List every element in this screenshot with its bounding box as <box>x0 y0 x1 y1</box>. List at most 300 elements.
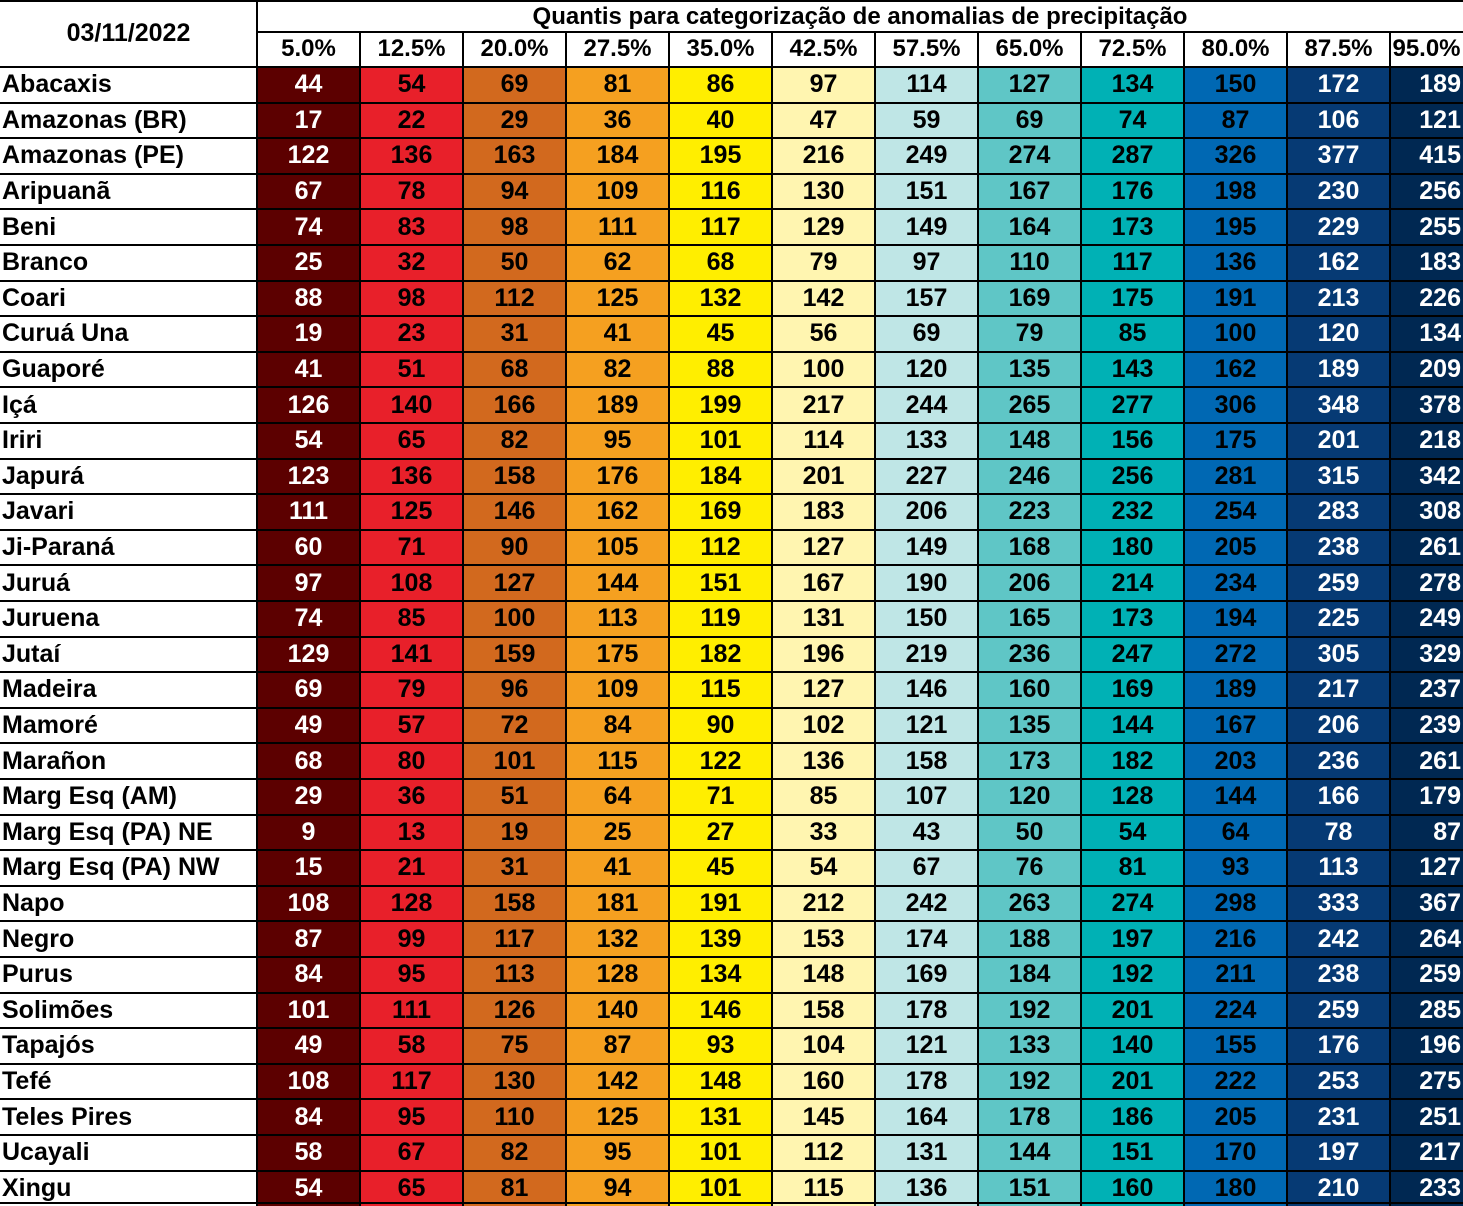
value-cell: 69 <box>463 67 566 103</box>
value-cell: 285 <box>1390 993 1463 1029</box>
quantile-header: 80.0% <box>1201 35 1270 62</box>
value-cell: 162 <box>566 494 669 530</box>
quantile-header: 27.5% <box>583 35 652 62</box>
value-cell: 133 <box>978 1028 1081 1064</box>
value-cell: 159 <box>463 637 566 673</box>
value-cell: 196 <box>772 637 875 673</box>
grid-line <box>0 244 1463 246</box>
value-cell: 148 <box>669 1064 772 1100</box>
value-cell: 151 <box>978 1171 1081 1206</box>
grid-line <box>257 31 1463 33</box>
value-cell: 60 <box>257 530 360 566</box>
value-cell: 32 <box>360 245 463 281</box>
value-cell: 167 <box>1184 708 1287 744</box>
value-cell: 148 <box>772 957 875 993</box>
value-cell: 261 <box>1390 530 1463 566</box>
value-cell: 377 <box>1287 138 1390 174</box>
value-cell: 174 <box>875 921 978 957</box>
value-cell: 231 <box>1287 1099 1390 1135</box>
value-cell: 181 <box>566 886 669 922</box>
grid-line <box>0 992 1463 994</box>
value-cell: 144 <box>978 1135 1081 1171</box>
value-cell: 184 <box>566 138 669 174</box>
row-name: Marg Esq (PA) NE <box>2 817 213 846</box>
grid-line <box>0 458 1463 460</box>
value-cell: 19 <box>257 316 360 352</box>
row-name: Teles Pires <box>2 1102 133 1131</box>
row-name: Aripuanã <box>2 177 111 206</box>
value-cell: 81 <box>566 67 669 103</box>
value-cell: 125 <box>566 281 669 317</box>
row-name: Ucayali <box>2 1138 90 1167</box>
value-cell: 125 <box>360 494 463 530</box>
grid-line <box>0 564 1463 566</box>
row-name: Xingu <box>2 1173 72 1202</box>
value-cell: 255 <box>1390 209 1463 245</box>
value-cell: 180 <box>1184 1171 1287 1206</box>
value-cell: 195 <box>1184 209 1287 245</box>
grid-line <box>0 920 1463 922</box>
value-cell: 29 <box>257 779 360 815</box>
value-cell: 45 <box>669 316 772 352</box>
value-cell: 298 <box>1184 886 1287 922</box>
quantile-header: 20.0% <box>480 35 549 62</box>
value-cell: 101 <box>257 993 360 1029</box>
value-cell: 90 <box>463 530 566 566</box>
value-cell: 111 <box>360 993 463 1029</box>
value-cell: 178 <box>875 1064 978 1100</box>
value-cell: 242 <box>1287 921 1390 957</box>
value-cell: 242 <box>875 886 978 922</box>
value-cell: 173 <box>1081 601 1184 637</box>
value-cell: 64 <box>1184 815 1287 851</box>
value-cell: 110 <box>463 1099 566 1135</box>
value-cell: 126 <box>257 387 360 423</box>
value-cell: 64 <box>566 779 669 815</box>
value-cell: 175 <box>566 637 669 673</box>
value-cell: 132 <box>669 281 772 317</box>
value-cell: 50 <box>978 815 1081 851</box>
row-name: Tapajós <box>2 1031 95 1060</box>
value-cell: 164 <box>875 1099 978 1135</box>
value-cell: 287 <box>1081 138 1184 174</box>
value-cell: 206 <box>875 494 978 530</box>
value-cell: 33 <box>772 815 875 851</box>
grid-line <box>0 0 1463 2</box>
value-cell: 85 <box>1081 316 1184 352</box>
value-cell: 19 <box>463 815 566 851</box>
grid-line <box>0 600 1463 602</box>
row-name: Ji-Paraná <box>2 533 115 562</box>
grid-line <box>0 1063 1463 1065</box>
value-cell: 69 <box>978 103 1081 139</box>
value-cell: 149 <box>875 209 978 245</box>
value-cell: 95 <box>360 1099 463 1135</box>
value-cell: 85 <box>772 779 875 815</box>
value-cell: 59 <box>875 103 978 139</box>
value-cell: 180 <box>1081 530 1184 566</box>
value-cell: 68 <box>463 352 566 388</box>
value-cell: 47 <box>772 103 875 139</box>
value-cell: 98 <box>463 209 566 245</box>
value-cell: 79 <box>360 672 463 708</box>
value-cell: 135 <box>978 708 1081 744</box>
value-cell: 109 <box>566 174 669 210</box>
value-cell: 201 <box>772 459 875 495</box>
value-cell: 225 <box>1287 601 1390 637</box>
value-cell: 184 <box>978 957 1081 993</box>
value-cell: 150 <box>875 601 978 637</box>
value-cell: 31 <box>463 316 566 352</box>
value-cell: 85 <box>360 601 463 637</box>
value-cell: 265 <box>978 387 1081 423</box>
value-cell: 163 <box>463 138 566 174</box>
grid-line <box>0 315 1463 317</box>
value-cell: 126 <box>463 993 566 1029</box>
value-cell: 130 <box>772 174 875 210</box>
value-cell: 261 <box>1390 743 1463 779</box>
value-cell: 97 <box>875 245 978 281</box>
value-cell: 199 <box>669 387 772 423</box>
value-cell: 127 <box>978 67 1081 103</box>
value-cell: 236 <box>978 637 1081 673</box>
value-cell: 239 <box>1390 708 1463 744</box>
value-cell: 131 <box>875 1135 978 1171</box>
value-cell: 272 <box>1184 637 1287 673</box>
value-cell: 175 <box>1081 281 1184 317</box>
value-cell: 40 <box>669 103 772 139</box>
value-cell: 176 <box>1081 174 1184 210</box>
value-cell: 169 <box>669 494 772 530</box>
quantile-header: 35.0% <box>686 35 755 62</box>
grid-line <box>1389 31 1391 1206</box>
value-cell: 108 <box>360 565 463 601</box>
value-cell: 74 <box>1081 103 1184 139</box>
value-cell: 100 <box>1184 316 1287 352</box>
value-cell: 179 <box>1390 779 1463 815</box>
value-cell: 58 <box>257 1135 360 1171</box>
value-cell: 222 <box>1184 1064 1287 1100</box>
value-cell: 68 <box>257 743 360 779</box>
value-cell: 128 <box>566 957 669 993</box>
value-cell: 145 <box>772 1099 875 1135</box>
value-cell: 157 <box>875 281 978 317</box>
value-cell: 84 <box>257 957 360 993</box>
value-cell: 112 <box>669 530 772 566</box>
value-cell: 120 <box>875 352 978 388</box>
value-cell: 308 <box>1390 494 1463 530</box>
value-cell: 281 <box>1184 459 1287 495</box>
value-cell: 41 <box>566 316 669 352</box>
value-cell: 160 <box>1081 1171 1184 1206</box>
value-cell: 74 <box>257 209 360 245</box>
value-cell: 326 <box>1184 138 1287 174</box>
value-cell: 136 <box>360 138 463 174</box>
value-cell: 88 <box>669 352 772 388</box>
value-cell: 232 <box>1081 494 1184 530</box>
value-cell: 274 <box>978 138 1081 174</box>
grid-line <box>0 137 1463 139</box>
value-cell: 36 <box>566 103 669 139</box>
grid-line <box>359 31 361 1206</box>
value-cell: 173 <box>978 743 1081 779</box>
value-cell: 378 <box>1390 387 1463 423</box>
value-cell: 160 <box>772 1064 875 1100</box>
value-cell: 169 <box>875 957 978 993</box>
value-cell: 128 <box>1081 779 1184 815</box>
value-cell: 25 <box>257 245 360 281</box>
value-cell: 112 <box>772 1135 875 1171</box>
value-cell: 191 <box>1184 281 1287 317</box>
value-cell: 50 <box>463 245 566 281</box>
value-cell: 146 <box>669 993 772 1029</box>
value-cell: 13 <box>360 815 463 851</box>
value-cell: 54 <box>257 423 360 459</box>
row-name: Abacaxis <box>2 70 112 99</box>
value-cell: 127 <box>463 565 566 601</box>
grid-line <box>1080 31 1082 1206</box>
value-cell: 65 <box>360 423 463 459</box>
grid-line <box>0 956 1463 958</box>
row-name: Tefé <box>2 1067 52 1096</box>
value-cell: 136 <box>772 743 875 779</box>
value-cell: 151 <box>1081 1135 1184 1171</box>
value-cell: 123 <box>257 459 360 495</box>
grid-line <box>668 31 670 1206</box>
value-cell: 111 <box>566 209 669 245</box>
value-cell: 22 <box>360 103 463 139</box>
value-cell: 176 <box>566 459 669 495</box>
value-cell: 247 <box>1081 637 1184 673</box>
value-cell: 197 <box>1081 921 1184 957</box>
value-cell: 238 <box>1287 530 1390 566</box>
value-cell: 130 <box>463 1064 566 1100</box>
value-cell: 189 <box>566 387 669 423</box>
grid-line <box>1183 31 1185 1206</box>
row-name: Amazonas (BR) <box>2 105 187 134</box>
value-cell: 305 <box>1287 637 1390 673</box>
row-name: Iriri <box>2 426 43 455</box>
value-cell: 117 <box>463 921 566 957</box>
value-cell: 101 <box>463 743 566 779</box>
value-cell: 83 <box>360 209 463 245</box>
grid-line <box>0 386 1463 388</box>
grid-line <box>0 173 1463 175</box>
quantile-header: 42.5% <box>789 35 858 62</box>
value-cell: 127 <box>772 672 875 708</box>
value-cell: 93 <box>1184 850 1287 886</box>
value-cell: 122 <box>257 138 360 174</box>
value-cell: 113 <box>1287 850 1390 886</box>
value-cell: 188 <box>978 921 1081 957</box>
value-cell: 315 <box>1287 459 1390 495</box>
value-cell: 176 <box>1287 1028 1390 1064</box>
value-cell: 189 <box>1390 67 1463 103</box>
value-cell: 168 <box>978 530 1081 566</box>
value-cell: 68 <box>669 245 772 281</box>
value-cell: 249 <box>875 138 978 174</box>
quantile-header: 65.0% <box>995 35 1064 62</box>
quantile-header: 95.0% <box>1392 35 1461 62</box>
value-cell: 87 <box>566 1028 669 1064</box>
row-name: Madeira <box>2 675 97 704</box>
value-cell: 178 <box>875 993 978 1029</box>
value-cell: 142 <box>566 1064 669 1100</box>
value-cell: 101 <box>669 423 772 459</box>
value-cell: 84 <box>566 708 669 744</box>
value-cell: 192 <box>978 1064 1081 1100</box>
value-cell: 166 <box>463 387 566 423</box>
value-cell: 51 <box>463 779 566 815</box>
value-cell: 51 <box>360 352 463 388</box>
value-cell: 65 <box>360 1171 463 1206</box>
value-cell: 107 <box>875 779 978 815</box>
grid-line <box>0 208 1463 210</box>
row-name: Negro <box>2 924 75 953</box>
value-cell: 342 <box>1390 459 1463 495</box>
value-cell: 182 <box>669 637 772 673</box>
value-cell: 71 <box>669 779 772 815</box>
value-cell: 71 <box>360 530 463 566</box>
value-cell: 162 <box>1287 245 1390 281</box>
value-cell: 131 <box>669 1099 772 1135</box>
value-cell: 198 <box>1184 174 1287 210</box>
grid-line <box>0 280 1463 282</box>
value-cell: 155 <box>1184 1028 1287 1064</box>
quantile-header: 87.5% <box>1304 35 1373 62</box>
row-name: Mamoré <box>2 711 98 740</box>
date-header: 03/11/2022 <box>66 19 191 47</box>
value-cell: 186 <box>1081 1099 1184 1135</box>
value-cell: 96 <box>463 672 566 708</box>
value-cell: 82 <box>463 1135 566 1171</box>
value-cell: 117 <box>360 1064 463 1100</box>
value-cell: 78 <box>360 174 463 210</box>
value-cell: 201 <box>1287 423 1390 459</box>
value-cell: 120 <box>978 779 1081 815</box>
value-cell: 223 <box>978 494 1081 530</box>
value-cell: 256 <box>1081 459 1184 495</box>
value-cell: 254 <box>1184 494 1287 530</box>
value-cell: 97 <box>257 565 360 601</box>
grid-line <box>0 742 1463 744</box>
value-cell: 217 <box>772 387 875 423</box>
value-cell: 229 <box>1287 209 1390 245</box>
value-cell: 101 <box>669 1135 772 1171</box>
value-cell: 75 <box>463 1028 566 1064</box>
value-cell: 133 <box>875 423 978 459</box>
value-cell: 217 <box>1287 672 1390 708</box>
grid-line <box>0 814 1463 816</box>
value-cell: 125 <box>566 1099 669 1135</box>
value-cell: 264 <box>1390 921 1463 957</box>
value-cell: 249 <box>1390 601 1463 637</box>
value-cell: 100 <box>463 601 566 637</box>
value-cell: 49 <box>257 708 360 744</box>
value-cell: 134 <box>1081 67 1184 103</box>
value-cell: 415 <box>1390 138 1463 174</box>
row-name: Juruá <box>2 568 71 597</box>
value-cell: 105 <box>566 530 669 566</box>
value-cell: 120 <box>1287 316 1390 352</box>
value-cell: 41 <box>257 352 360 388</box>
value-cell: 212 <box>772 886 875 922</box>
value-cell: 62 <box>566 245 669 281</box>
grid-line <box>0 671 1463 673</box>
quantile-header: 12.5% <box>377 35 446 62</box>
value-cell: 69 <box>875 316 978 352</box>
value-cell: 121 <box>875 708 978 744</box>
value-cell: 113 <box>463 957 566 993</box>
value-cell: 191 <box>669 886 772 922</box>
value-cell: 25 <box>566 815 669 851</box>
value-cell: 54 <box>772 850 875 886</box>
value-cell: 205 <box>1184 530 1287 566</box>
value-cell: 109 <box>566 672 669 708</box>
value-cell: 87 <box>257 921 360 957</box>
grid-line <box>0 849 1463 851</box>
value-cell: 99 <box>360 921 463 957</box>
value-cell: 81 <box>463 1171 566 1206</box>
value-cell: 82 <box>463 423 566 459</box>
value-cell: 135 <box>978 352 1081 388</box>
value-cell: 195 <box>669 138 772 174</box>
value-cell: 197 <box>1287 1135 1390 1171</box>
value-cell: 216 <box>772 138 875 174</box>
value-cell: 190 <box>875 565 978 601</box>
value-cell: 219 <box>875 637 978 673</box>
value-cell: 36 <box>360 779 463 815</box>
value-cell: 329 <box>1390 637 1463 673</box>
value-cell: 348 <box>1287 387 1390 423</box>
value-cell: 100 <box>772 352 875 388</box>
row-name: Solimões <box>2 995 114 1024</box>
value-cell: 162 <box>1184 352 1287 388</box>
value-cell: 206 <box>1287 708 1390 744</box>
value-cell: 158 <box>463 459 566 495</box>
value-cell: 121 <box>875 1028 978 1064</box>
value-cell: 259 <box>1390 957 1463 993</box>
value-cell: 226 <box>1390 281 1463 317</box>
value-cell: 79 <box>978 316 1081 352</box>
value-cell: 189 <box>1287 352 1390 388</box>
value-cell: 87 <box>1390 815 1463 851</box>
grid-line <box>0 1098 1463 1100</box>
row-name: Marañon <box>2 746 107 775</box>
value-cell: 139 <box>669 921 772 957</box>
value-cell: 127 <box>1390 850 1463 886</box>
value-cell: 283 <box>1287 494 1390 530</box>
grid-line <box>977 31 979 1206</box>
value-cell: 170 <box>1184 1135 1287 1171</box>
value-cell: 88 <box>257 281 360 317</box>
value-cell: 114 <box>772 423 875 459</box>
value-cell: 117 <box>1081 245 1184 281</box>
value-cell: 74 <box>257 601 360 637</box>
value-cell: 140 <box>360 387 463 423</box>
value-cell: 192 <box>978 993 1081 1029</box>
value-cell: 175 <box>1184 423 1287 459</box>
value-cell: 213 <box>1287 281 1390 317</box>
value-cell: 211 <box>1184 957 1287 993</box>
value-cell: 128 <box>360 886 463 922</box>
grid-line <box>0 422 1463 424</box>
grid-line <box>0 529 1463 531</box>
value-cell: 306 <box>1184 387 1287 423</box>
value-cell: 90 <box>669 708 772 744</box>
value-cell: 97 <box>772 67 875 103</box>
value-cell: 263 <box>978 886 1081 922</box>
